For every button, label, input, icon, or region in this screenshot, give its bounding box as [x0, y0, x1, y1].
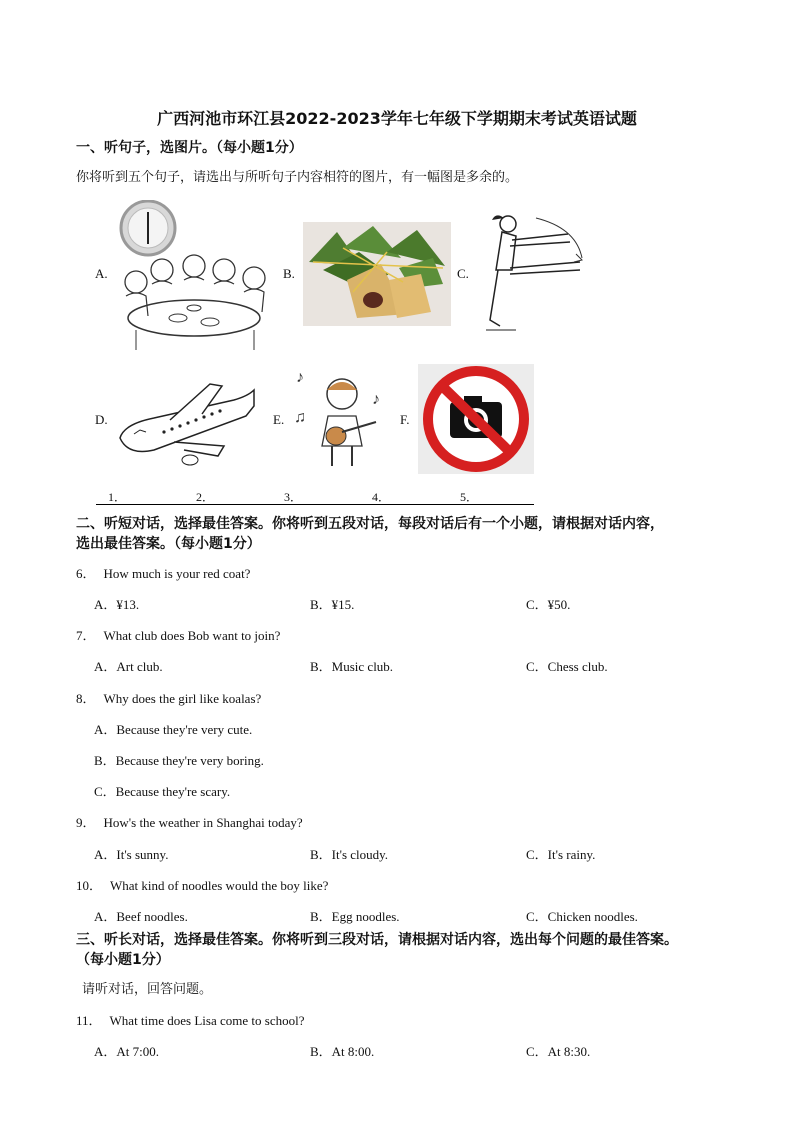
q7-option-c: C．Chess club.	[526, 659, 608, 674]
q9-option-c: C．It's rainy.	[526, 847, 596, 862]
section1-instruction: 你将听到五个句子，请选出与所听句子内容相符的图片，有一幅图是多余的。	[76, 170, 519, 185]
q9-option-a: A．It's sunny.	[94, 847, 169, 862]
q6-option-c: C．¥50.	[526, 597, 571, 612]
svg-text:♫: ♫	[294, 409, 306, 426]
section2-heading-line2: 选出最佳答案。（每小题1分）	[76, 536, 261, 552]
picture-label-e: E.	[273, 412, 285, 427]
q8-option-b: B．Because they're very boring.	[94, 753, 264, 768]
family-dinner-clock-icon	[114, 200, 276, 352]
q11-option-b: B．At 8:00.	[310, 1044, 375, 1059]
q10-option-b: B．Egg noodles.	[310, 909, 400, 924]
picture-label-b: B.	[283, 266, 295, 281]
blank-5: 5．	[460, 490, 479, 504]
picture-label-f: F.	[400, 412, 410, 427]
svg-text:♪: ♪	[372, 391, 380, 408]
section3-heading-line2: （每小题1分）	[76, 952, 170, 968]
blank-3: 3．	[284, 490, 303, 504]
blank-1: 1．	[108, 490, 127, 504]
section1-heading: 一、听句子，选图片。（每小题1分）	[76, 140, 303, 156]
q7-option-a: A．Art club.	[94, 659, 163, 674]
q6-option-a: A．¥13.	[94, 597, 140, 612]
picture-label-c: C.	[457, 266, 469, 281]
blank-2: 2．	[196, 490, 215, 504]
q10-option-c: C．Chicken noodles.	[526, 909, 638, 924]
q8-option-a: A．Because they're very cute.	[94, 722, 253, 737]
picture-label-a: A.	[95, 266, 108, 281]
q10-option-a: A．Beef noodles.	[94, 909, 188, 924]
picture-label-d: D.	[95, 412, 108, 427]
blank-4: 4．	[372, 490, 391, 504]
q11-option-a: A．At 7:00.	[94, 1044, 160, 1059]
section3-heading-line1: 三、听长对话，选择最佳答案。你将听到三段对话，请根据对话内容，选出每个问题的最佳答案。	[76, 932, 678, 948]
no-camera-sign-icon	[418, 364, 534, 474]
question-6: 6． How much is your red coat?	[76, 566, 251, 581]
section2-heading-line1: 二、听短对话，选择最佳答案。你将听到五段对话，每段对话后有一个小题，请根据对话内容，	[76, 516, 664, 532]
zongzi-icon	[303, 222, 451, 326]
boy-playing-guitar-icon	[292, 366, 392, 470]
airplane-icon	[114, 376, 260, 468]
q9-option-b: B．It's cloudy.	[310, 847, 389, 862]
q8-option-c: C．Because they're scary.	[94, 784, 231, 799]
q7-option-b: B．Music club.	[310, 659, 394, 674]
question-7: 7． What club does Bob want to join?	[76, 628, 281, 643]
question-11: 11． What time does Lisa come to school?	[76, 1013, 305, 1028]
kung-fu-kick-icon	[476, 210, 586, 332]
question-10: 10． What kind of noodles would the boy like?	[76, 878, 329, 893]
question-8: 8． Why does the girl like koalas?	[76, 691, 262, 706]
svg-text:♪: ♪	[296, 369, 304, 386]
q11-option-c: C．At 8:30.	[526, 1044, 591, 1059]
question-9: 9． How's the weather in Shanghai today?	[76, 815, 303, 830]
section3-instruction: 请听对话，回答问题。	[82, 982, 213, 997]
answer-blanks-line	[96, 488, 534, 505]
q6-option-b: B．¥15.	[310, 597, 355, 612]
page-title: 广西河池市环江县2022-2023学年七年级下学期期末考试英语试题	[157, 109, 637, 128]
